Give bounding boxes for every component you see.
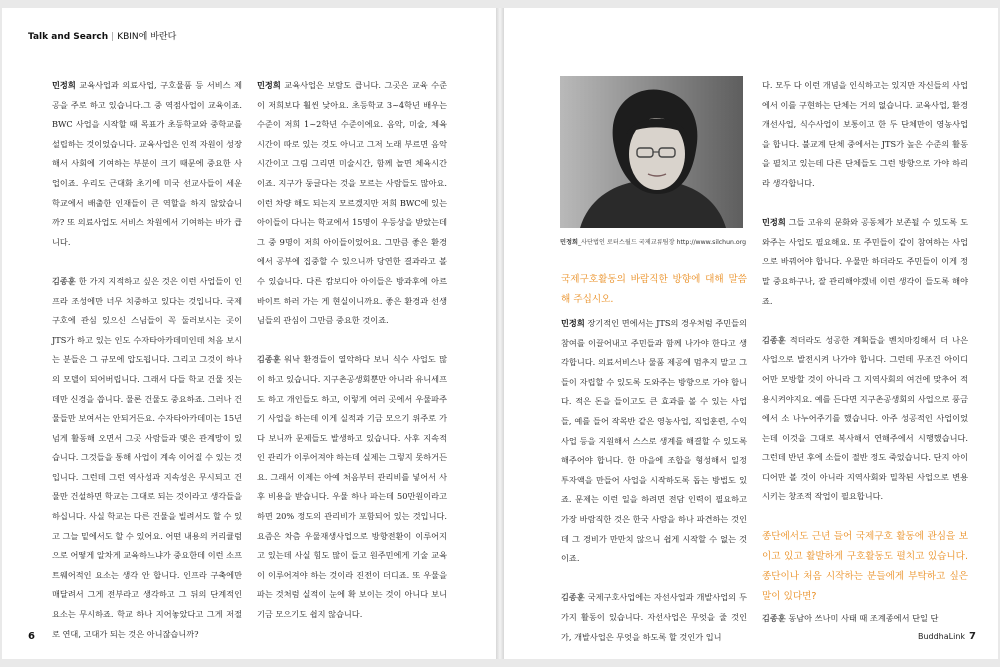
- left-page: [2, 8, 496, 659]
- speaker-name: 민정희: [257, 80, 281, 90]
- paragraph: 민정희 교육사업과 의료사업, 구호물품 등 서비스 제공을 주로 하고 있습니다.그 중 역점사업이 교육이죠. BWC 사업을 시작할 때 목표가 초등학교와 중학교를 설립하는 것이었습니다. 교육사업은 인적 자원이 성장해서 사회에 기여하는 부분이 크기 때문에 중요한 사업이죠. 우리도 근대화 초기에 미국 선교사들이 세운 학교에서 배출한 인재들이 큰 역할을 하지 않았습니까? 또 의료사업도 서비스 차원에서 기여하는 바가 큽니다.: [52, 80, 243, 247]
- column-3: [561, 270, 747, 647]
- paragraph: 김종훈 워낙 환경들이 열악하다 보니 식수 사업도 많이 하고 있습니다. 지구촌공생회뿐만 아니라 유니세프도 하고 개인들도 하고, 이렇게 여러 곳에서 우물파주기 사업을 하는데 이게 실적과 기금 모으기 위주로 가다 보니까 문제들도 발생하고 있습니다. 사후 지속적인 관리가 이루어져야 하는데 실제는 그렇지 못하거든요. 그래서 이제는 아예 처음부터 관리비를 넣어서 사후 비용을 받습니다. 우물 하나 파는데 50만원이라고 하면 20% 정도의 관리비가 포함되어 있는 것입니다. 요즘은 차츰 우물재생사업으로 방향전환이 이루어지고 있는데 사실 힘도 많이 들고 원주민에게 기술 교육이 이루어져야 하는 것이라 진전이 더디죠. 또 우물을 파는 것처럼 실적이 눈에 확 보이는 것이 아니다 보니 기금 모으기도 쉽지 않습니다.: [257, 354, 447, 620]
- speaker-name: 김종훈: [762, 334, 786, 345]
- caption-text: _사단법인 로터스월드 국제교류팀장 http://www.silchun.org: [577, 239, 747, 246]
- interviewer-question: 종단에서도 근년 들어 국제구호 활동에 관심을 보이고 있고 활발하게 구호활동도 펼치고 있습니다. 종단이나 처음 시작하는 분들에게 부탁하고 싶은 말이 있다면?: [762, 530, 968, 602]
- section-subtitle: KBIN에 바란다: [117, 32, 177, 42]
- speaker-name: 민정희: [52, 80, 76, 90]
- paragraph: 김종훈 적더라도 성공한 계획들을 벤치마킹해서 더 나은 사업으로 발전시켜 나가야 합니다. 그런데 무조건 아이디어만 모방할 것이 아니라 그 지역사회의 여건에 맞추어 적용시켜야지요. 예를 든다면 지구촌공생회의 사업으로 풍금에서 소 나누어주기를 했습니다. 아주 성공적인 사업이었는데 이것을 그대로 복사해서 연해주에서 시행했습니다. 그런데 반년 후에 소들이 절반 정도 죽었습니다. 단지 아이디어만 볼 것이 아니라 지역사회와 밀착된 사업으로 변용시키는 창조적 작업이 필요합니다.: [762, 334, 968, 502]
- page-number-left: 6: [28, 631, 35, 642]
- speaker-name: 김종훈: [52, 275, 76, 286]
- paragraph: 김종훈 국제구호사업에는 자선사업과 개발사업의 두 가지 활동이 있습니다. 자선사업은 무엇을 줄 것인가, 개발사업은 무엇을 하도록 할 것인가 입니: [561, 592, 747, 642]
- page-number-right: 7: [969, 631, 976, 642]
- page-header: Talk and Search | KBIN에 바란다: [28, 32, 177, 42]
- column-4: [762, 76, 968, 628]
- speaker-name: 김종훈: [257, 354, 281, 365]
- paragraph: 민정희 장기적인 면에서는 JTS의 경우처럼 주민들의 참여를 이끌어내고 주민들과 함께 나가야 한다고 생각합니다. 의료서비스나 물품 제공에 멈추지 말고 그들이 자립할 수 있도록 도와주는 방향으로 가야 합니다. 적은 돈을 들이고도 큰 효과를 볼 수 있는 사업들, 예를 들어 작목반 같은 영농사업, 직업훈련, 수익사업 등을 지원해서 스스로 생계를 해결할 수 있도록 해주어야 합니다. 한 마을에 조합을 형성해서 일정 투자액을 만들어 사업을 시작하도록 돕는 방법도 있죠. 문제는 이런 일을 하려면 전담 인력이 필요하고 가장 바람직한 것은 한국 사람을 하나 파견하는 것인데 그 경비가 만만치 않으니 쉽게 시작할 수 없는 것이죠.: [561, 318, 748, 564]
- page-gutter: [496, 8, 504, 659]
- paragraph: 김종훈 동남아 쓰나미 사태 때 조계종에서 단일 단: [762, 612, 939, 623]
- photo-caption: [560, 237, 746, 246]
- column-1: [52, 76, 242, 644]
- speaker-name: 민정희: [561, 318, 585, 328]
- paragraph: 민정희 교육사업은 보람도 큽니다. 그곳은 교육 수준이 저희보다 훨씬 낮아요. 초등학교 3~4학년 배우는 수준이 저희 1~2학년 수준이에요. 음악, 미술, 체육 시간이 따로 있는 것도 아니고 그저 노래 부르면 음악시간이고 그림 그리면 미술시간, 함께 놀면 체육시간이죠. 지구가 둥글다는 것을 모르는 사람들도 많아요. 이런 차량 해도 되는지 모르겠지만 저희 BWC에 있는 아이들이 다니는 학교에서 15명이 우등상을 받았는데 그 중 9명이 저희 아이들이었어요. 그만큼 좋은 환경에서 공부에 집중할 수 있으니까 당연한 결과라고 볼 수 있습니다. 다른 캄보디아 아이들은 방과후에 아르바이트 하러 가는 게 현실이니까요. 좋은 환경과 선생님들의 관심이 그만큼 중요한 것이죠.: [257, 80, 448, 326]
- section-title: Talk and Search: [28, 32, 109, 42]
- paragraph: 민정희 그들 고유의 문화와 공동체가 보존될 수 있도록 도와주는 사업도 필요해요. 또 주민들이 같이 참여하는 사업으로 바꿔어야 합니다. 우물만 하더라도 주민들이 이게 정말 중요하구나, 잘 관리해야겠네 이런 생각이 들도록 해야죠.: [762, 217, 968, 306]
- speaker-name: 민정희: [762, 217, 786, 228]
- right-page: [504, 8, 998, 659]
- interview-photo: [560, 76, 743, 228]
- page-footer: [918, 631, 976, 642]
- magazine-name: BuddhaLink: [917, 632, 966, 641]
- caption-name: 민정희: [560, 239, 578, 246]
- speaker-name: 김종훈: [561, 592, 585, 603]
- interviewer-question: 국제구호활동의 바람직한 방향에 대해 말씀해 주십시오.: [561, 274, 747, 305]
- paragraph: 김종훈 한 가지 지적하고 싶은 것은 이런 사업들이 인프라 조성에만 너무 치중하고 있다는 것입니다. 국제구호에 관심 있으신 스님들이 꼭 둘러보시는 곳이 JTS가 하고 있는 인도 수자타아카데미인데 처음 보시는 분들은 그 규모에 압도됩니다. 그리고 그것이 하나의 모델이 되어버립니다. 그래서 다들 학교 건물 짓는 데만 신경을 씁니다. 물론 건물도 중요하죠. 그러나 건물들만 보여서는 안되거든요. 수자타아카데미는 15년 넘게 활동해 오면서 그곳 사람들과 맺은 관계망이 있습니다. 그것들을 통해 사업이 계속 이어질 수 있는 것입니다. 그런데 그런 역사성과 지속성은 무시되고 건물만 건설하면 학교는 그대로 되는 것이라고 생각들을 하십니다. 사실 학교는 다른 건물을 빌려서도 할 수 있고 그늘 밑에서도 할 수 있어요. 어떤 내용의 커리큘럼으로 어떻게 알차게 교육하느냐가 중요한데 이런 소프트웨어적인 요소는 생각 안 합니다. 인프라 구축에만 매달려서 그게 전부라고 생각하고 그 뒤의 단계적인 요소는 무시하죠. 학교 하나 지어놓았다고 그게 저절로 연대, 고대가 되는 것은 아니잖습니까?: [52, 275, 242, 639]
- speaker-name: 김종훈: [762, 612, 786, 623]
- portrait-image: [560, 76, 743, 228]
- paragraph: 다. 모두 다 이런 개념을 인식하고는 있지만 자신들의 사업에서 이를 구현하는 단체는 거의 없습니다. 교육사업, 환경개선사업, 식수사업이 보통이고 한 두 단체만이 영농사업을 합니다. 불교계 단체 중에서는 JTS가 높은 수준의 활동을 펼치고 있는데 다른 단체들도 그런 방향으로 가야 하리라 생각합니다.: [762, 80, 968, 188]
- column-2: [257, 76, 447, 625]
